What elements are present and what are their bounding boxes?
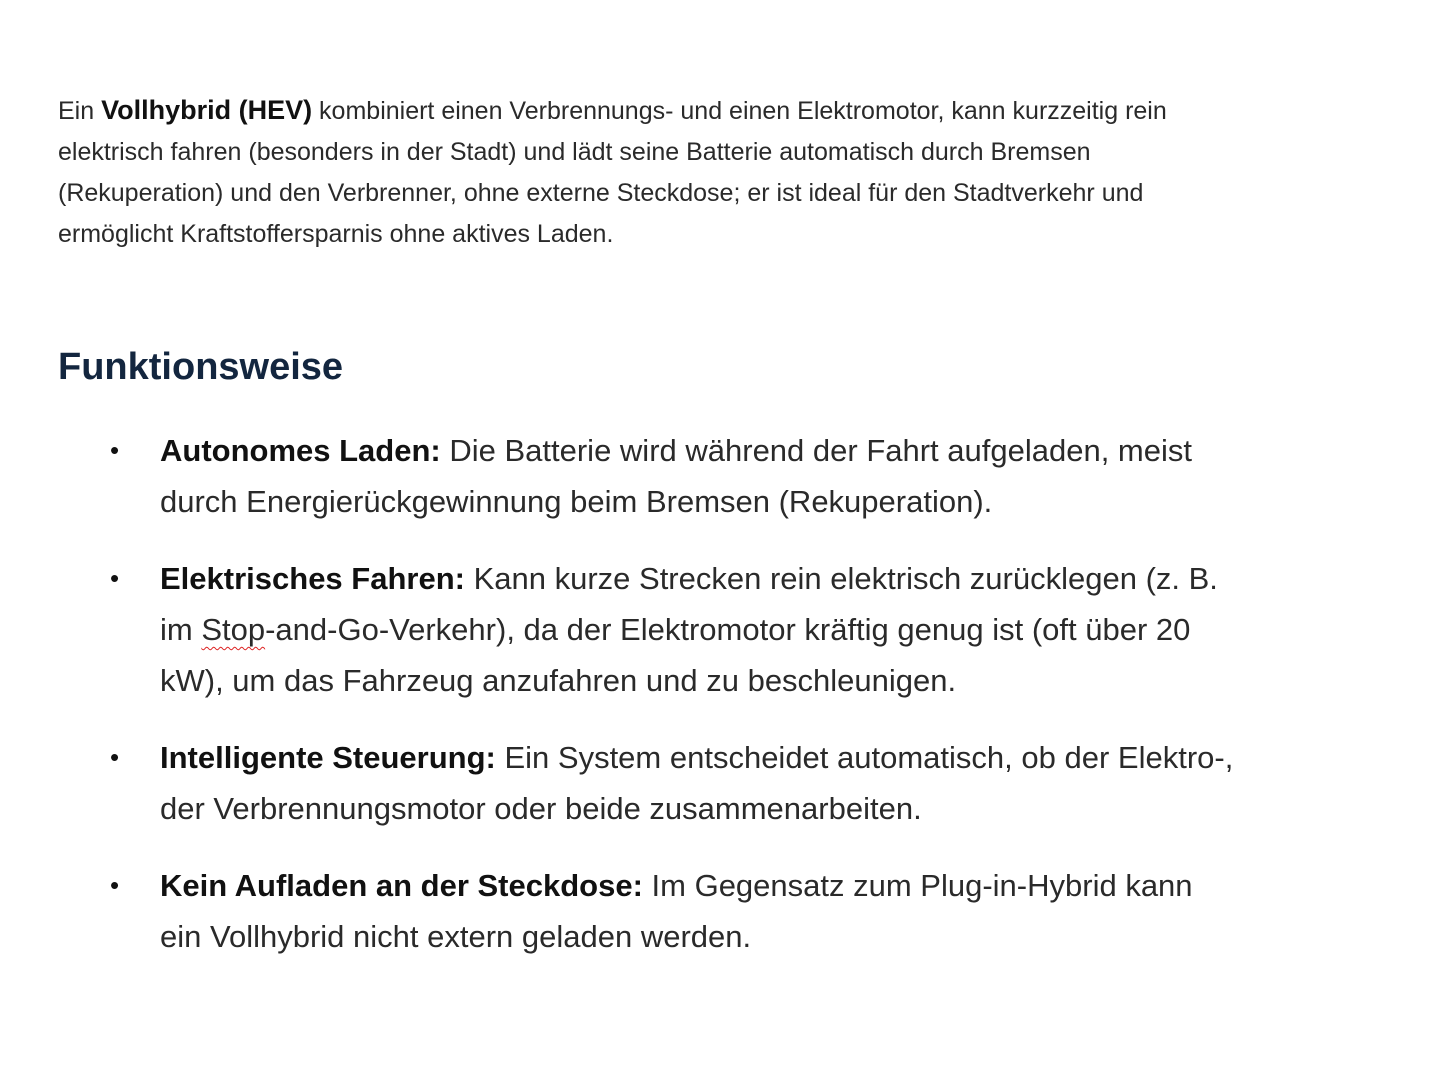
spellcheck-flagged-word[interactable]: Stop: [201, 612, 266, 647]
list-item: [0, 860, 1233, 962]
text: kombiniert einen Verbrennungs- und einen Elektromotor, kann kurzzeitig rein: [312, 97, 1167, 125]
text: Ein: [58, 97, 102, 125]
item-line: ein Vollhybrid nicht extern geladen werden.: [160, 919, 752, 954]
intro-line: (Rekuperation) und den Verbrenner, ohne externe Steckdose; er ist ideal für den Stadtverkehr und: [58, 179, 1144, 207]
list-item: [0, 425, 1233, 527]
text: Im Gegensatz zum Plug-in-Hybrid kann: [642, 868, 1193, 903]
term-bold: Vollhybrid (HEV): [101, 95, 313, 125]
item-line: [160, 553, 1233, 604]
item-title: Elektrisches Fahren:: [160, 561, 465, 596]
intro-paragraph: [58, 90, 1167, 255]
item-line: [160, 425, 1233, 476]
item-line: [160, 732, 1233, 783]
list-item: [0, 732, 1233, 834]
item-title: Intelligente Steuerung:: [160, 740, 496, 775]
bullet-icon: •: [110, 435, 120, 465]
bullet-icon: •: [110, 563, 120, 593]
text: Ein System entscheidet automatisch, ob der Elektro-,: [495, 740, 1234, 775]
text: -and-Go-Verkehr), da der Elektromotor kräftig genug ist (oft über 20: [265, 612, 1191, 647]
bullet-icon: •: [110, 742, 120, 772]
text: im: [160, 612, 202, 647]
bullet-list: [0, 425, 1233, 988]
section-heading: Funktionsweise: [58, 346, 344, 388]
intro-line: elektrisch fahren (besonders in der Stadt) und lädt seine Batterie automatisch durch Bremsen: [58, 138, 1091, 166]
text: Kann kurze Strecken rein elektrisch zurücklegen (z. B.: [464, 561, 1218, 596]
item-line: [160, 860, 1233, 911]
item-line: kW), um das Fahrzeug anzufahren und zu beschleunigen.: [160, 663, 957, 698]
item-line: der Verbrennungsmotor oder beide zusammenarbeiten.: [160, 791, 922, 826]
item-title: Kein Aufladen an der Steckdose:: [160, 868, 643, 903]
bullet-icon: •: [110, 870, 120, 900]
item-line: [160, 604, 1233, 655]
intro-line: [58, 90, 1167, 132]
intro-line: ermöglicht Kraftstoffersparnis ohne aktives Laden.: [58, 220, 614, 248]
item-title: Autonomes Laden:: [160, 433, 441, 468]
text: Die Batterie wird während der Fahrt aufgeladen, meist: [440, 433, 1192, 468]
list-item: [0, 553, 1233, 706]
item-line: durch Energierückgewinnung beim Bremsen (Rekuperation).: [160, 484, 993, 519]
